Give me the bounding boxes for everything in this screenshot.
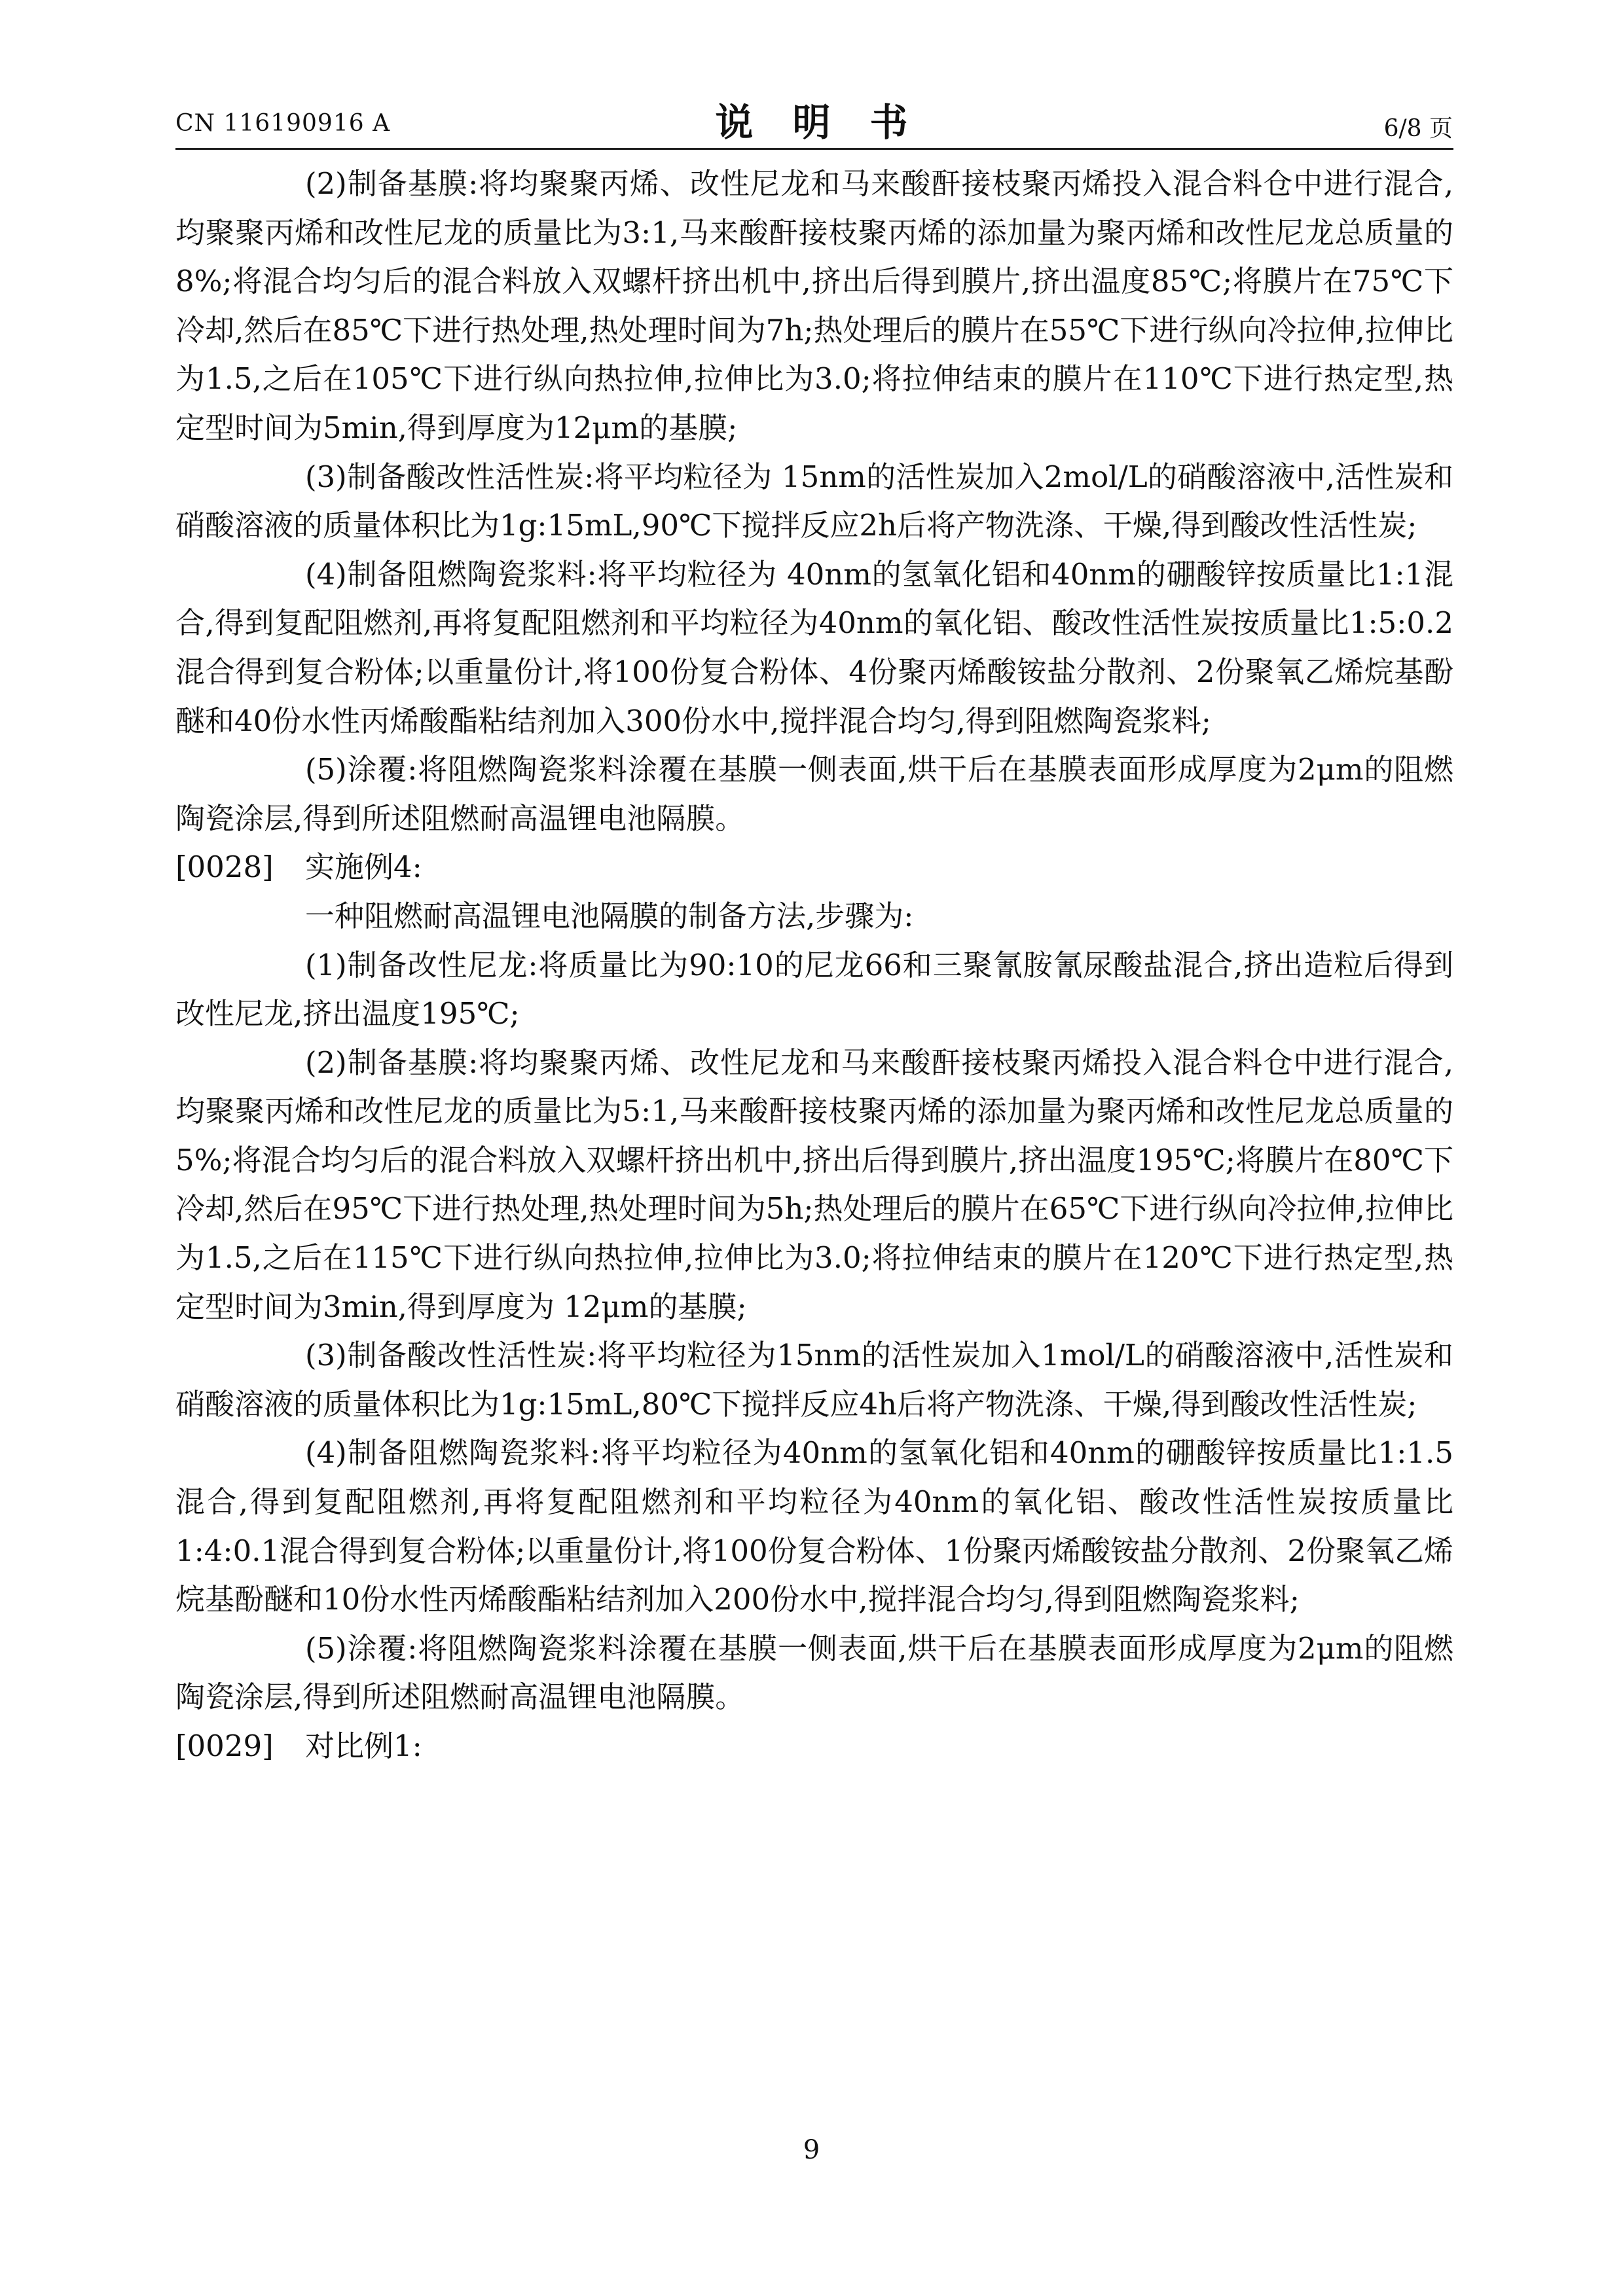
paragraph-number: [0028]: [175, 850, 274, 885]
paragraph-modified-nylon-4: (1)制备改性尼龙:将质量比为90:10的尼龙66和三聚氰胺氰尿酸盐混合,挤出造粒后得到改性尼龙,挤出温度195℃;: [175, 947, 1453, 1031]
patent-number: CN 116190916 A: [175, 110, 391, 137]
paragraph-base-film-3: (2)制备基膜:将均聚聚丙烯、改性尼龙和马来酸酐接枝聚丙烯投入混合料仓中进行混合,均聚聚丙烯和改性尼龙的质量比为3:1,马来酸酐接枝聚丙烯的添加量为聚丙烯和改性尼龙总质量的8%;将混合均匀后的混合料放入双螺杆挤出机中,挤出后得到膜片,挤出温度85℃;将膜片在75℃下冷却,然后在85℃下进行热处理,热处理时间为7h;热处理后的膜片在55℃下进行纵向冷拉伸,拉伸比为1.5,之后在105℃下进行纵向热拉伸,拉伸比为3.0;将拉伸结束的膜片在110℃下进行热定型,热定型时间为5min,得到厚度为12μm的基膜;: [175, 166, 1453, 445]
page-number: 9: [803, 2135, 820, 2165]
paragraph-number: [0029]: [175, 1729, 274, 1763]
header-divider: [175, 148, 1453, 150]
paragraph-ceramic-slurry-3: (4)制备阻燃陶瓷浆料:将平均粒径为 40nm的氢氧化铝和40nm的硼酸锌按质量比1:1混合,得到复配阻燃剂,再将复配阻燃剂和平均粒径为40nm的氧化铝、酸改性活性炭按质量比1:5:0.2混合得到复合粉体;以重量份计,将100份复合粉体、4份聚丙烯酸铵盐分散剂、2份聚氧乙烯烷基酚醚和40份水性丙烯酸酯粘结剂加入300份水中,搅拌混合均匀,得到阻燃陶瓷浆料;: [175, 556, 1453, 738]
numbered-paragraph-0029: [175, 1722, 1453, 1771]
document-title: 说明书: [715, 100, 947, 145]
paragraph-base-film-4: (2)制备基膜:将均聚聚丙烯、改性尼龙和马来酸酐接枝聚丙烯投入混合料仓中进行混合,均聚聚丙烯和改性尼龙的质量比为5:1,马来酸酐接枝聚丙烯的添加量为聚丙烯和改性尼龙总质量的5%;将混合均匀后的混合料放入双螺杆挤出机中,挤出后得到膜片,挤出温度195℃;将膜片在80℃下冷却,然后在95℃下进行热处理,热处理时间为5h;热处理后的膜片在65℃下进行纵向冷拉伸,拉伸比为1.5,之后在115℃下进行纵向热拉伸,拉伸比为3.0;将拉伸结束的膜片在120℃下进行热定型,热定型时间为3min,得到厚度为 12μm的基膜;: [175, 1045, 1453, 1324]
paragraph-coating-3: (5)涂覆:将阻燃陶瓷浆料涂覆在基膜一侧表面,烘干后在基膜表面形成厚度为2μm的阻燃陶瓷涂层,得到所述阻燃耐高温锂电池隔膜。: [175, 752, 1453, 836]
paragraph-method-intro-4: 一种阻燃耐高温锂电池隔膜的制备方法,步骤为:: [305, 898, 914, 933]
page-indicator: 6/8 页: [1383, 115, 1453, 142]
paragraph-activated-carbon-4: (3)制备酸改性活性炭:将平均粒径为15nm的活性炭加入1mol/L的硝酸溶液中,活性炭和硝酸溶液的质量体积比为1g:15mL,80℃下搅拌反应4h后将产物洗涤、干燥,得到酸改性活性炭;: [175, 1338, 1453, 1422]
paragraph-activated-carbon-3: (3)制备酸改性活性炭:将平均粒径为 15nm的活性炭加入2mol/L的硝酸溶液中,活性炭和硝酸溶液的质量体积比为1g:15mL,90℃下搅拌反应2h后将产物洗涤、干燥,得到酸改性活性炭;: [175, 459, 1453, 543]
paragraph-ceramic-slurry-4: (4)制备阻燃陶瓷浆料:将平均粒径为40nm的氢氧化铝和40nm的硼酸锌按质量比1:1.5混合,得到复配阻燃剂,再将复配阻燃剂和平均粒径为40nm的氧化铝、酸改性活性炭按质量比1:4:0.1混合得到复合粉体;以重量份计,将100份复合粉体、1份聚丙烯酸铵盐分散剂、2份聚氧乙烯烷基酚醚和10份水性丙烯酸酯粘结剂加入200份水中,搅拌混合均匀,得到阻燃陶瓷浆料;: [175, 1435, 1453, 1617]
paragraph-coating-4: (5)涂覆:将阻燃陶瓷浆料涂覆在基膜一侧表面,烘干后在基膜表面形成厚度为2μm的阻燃陶瓷涂层,得到所述阻燃耐高温锂电池隔膜。: [175, 1630, 1453, 1715]
numbered-paragraph-0028: [175, 843, 1453, 892]
section-heading: 实施例4:: [305, 850, 422, 885]
document-body: [175, 160, 1453, 1771]
section-heading: 对比例1:: [305, 1729, 422, 1763]
